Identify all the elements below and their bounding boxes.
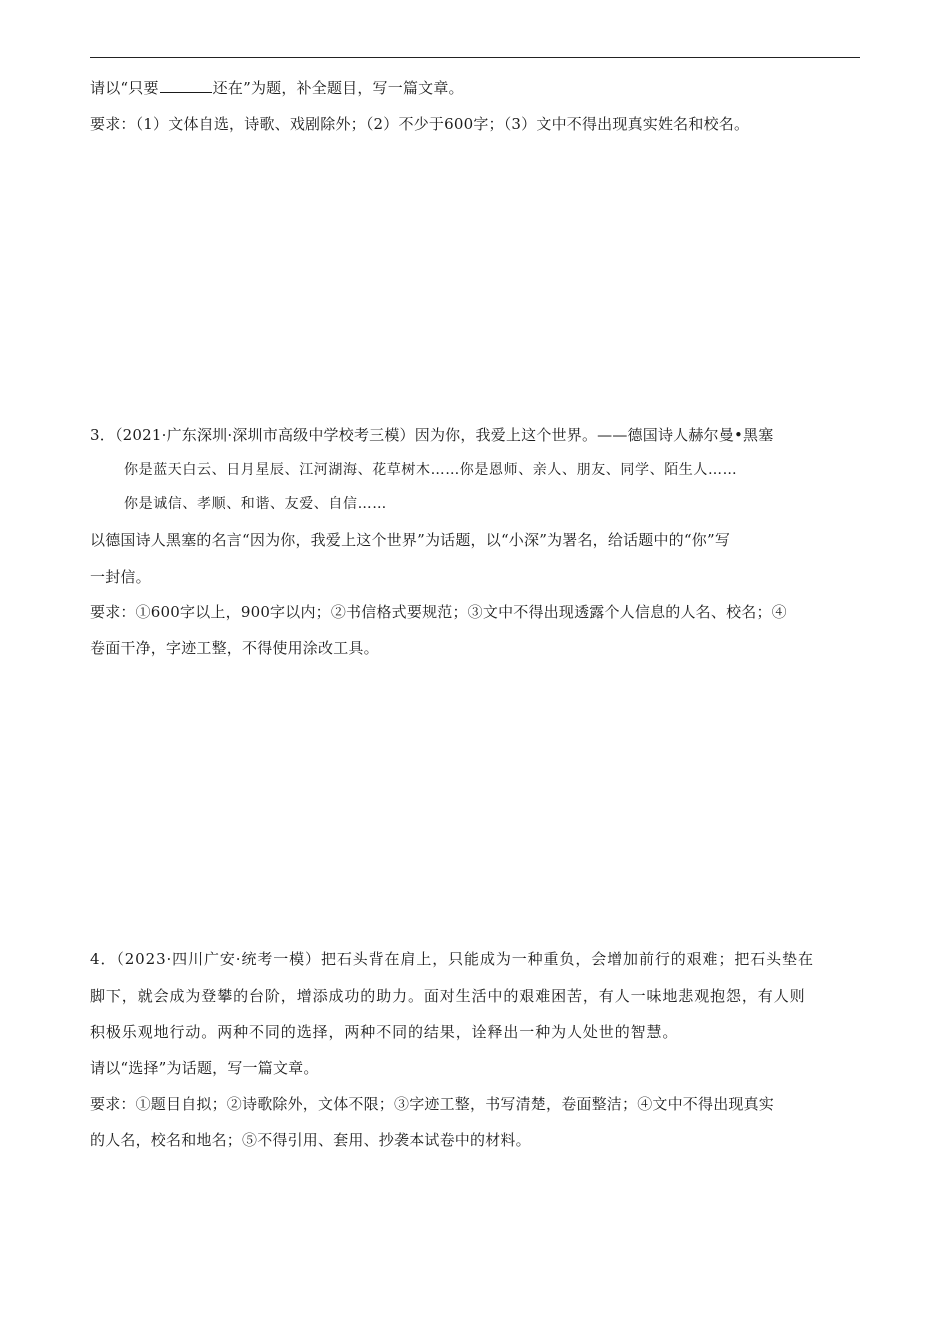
- q2-requirements: 要求：（1）文体自选，诗歌、戏剧除外；（2）不少于600字；（3）文中不得出现真实姓名和校名。: [90, 115, 750, 133]
- fill-in-blank: [160, 78, 212, 93]
- q4-requirements-line-2: 的人名，校名和地名；⑤不得引用、套用、抄袭本试卷中的材料。: [90, 1131, 531, 1149]
- q3-task-line-1: 以德国诗人黑塞的名言“因为你，我爱上这个世界”为话题，以“小深”为署名，给话题中的“你”写: [90, 531, 731, 549]
- q3-task-line-2: 一封信。: [90, 568, 151, 586]
- q2-prompt-suffix: 还在”为题，补全题目，写一篇文章。: [212, 79, 464, 97]
- q4-requirements-line-1: 要求：①题目自拟；②诗歌除外，文体不限；③字迹工整，书写清楚，卷面整洁；④文中不得出现真实: [90, 1095, 775, 1113]
- q4-task: 请以“选择”为话题，写一篇文章。: [90, 1059, 319, 1077]
- q4-material-line-2: 脚下，就会成为登攀的台阶，增添成功的助力。面对生活中的艰难困苦，有人一味地悲观抱怨，有人则: [90, 987, 806, 1005]
- q2-prompt: [90, 78, 464, 98]
- q3-material-line-1: 你是蓝天白云、日月星辰、江河湖海、花草树木……你是恩师、亲人、朋友、同学、陌生人……: [124, 462, 738, 478]
- q2-prompt-prefix: 请以“只要: [90, 79, 159, 97]
- q3-requirements-line-1: 要求：①600字以上，900字以内；②书信格式要规范；③文中不得出现透露个人信息的人名、校名；④: [90, 603, 787, 621]
- header-rule: [90, 57, 860, 58]
- q4-material-line-1: 4．（2023·四川广安·统考一模）把石头背在肩上，只能成为一种重负，会增加前行的艰难；把石头垫在: [90, 950, 814, 968]
- q4-material-line-3: 积极乐观地行动。两种不同的选择，两种不同的结果，诠释出一种为人处世的智慧。: [90, 1023, 679, 1041]
- q3-requirements-line-2: 卷面干净，字迹工整，不得使用涂改工具。: [90, 639, 379, 657]
- q3-material-line-2: 你是诚信、孝顺、和谐、友爱、自信……: [124, 496, 387, 512]
- q3-heading: 3．（2021·广东深圳·深圳市高级中学校考三模）因为你，我爱上这个世界。——德国诗人赫尔曼•黑塞: [90, 426, 774, 444]
